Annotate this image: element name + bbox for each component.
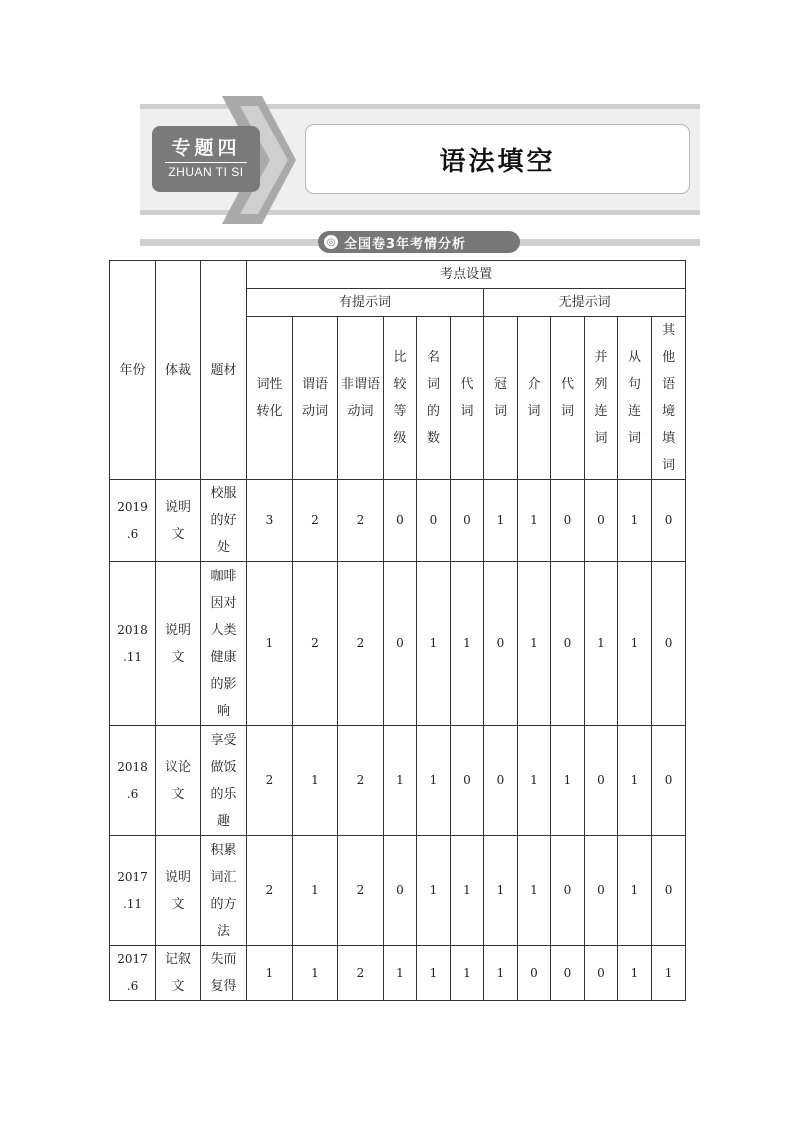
cell-topic: 享受 做饭 的乐 趣: [201, 726, 247, 836]
cell-count: 0: [384, 562, 417, 726]
cell-genre: 说明 文: [156, 480, 201, 562]
badge-divider: [165, 162, 247, 163]
cell-count: 2: [338, 480, 384, 562]
title-box: [305, 124, 690, 194]
cell-count: 1: [451, 562, 484, 726]
cell-count: 2: [247, 836, 293, 946]
table-row: [110, 836, 686, 946]
cell-count: 1: [417, 562, 451, 726]
subheader-hint-0: 词性 转化: [247, 317, 293, 480]
bulb-icon: ◎: [324, 235, 338, 249]
header-genre: 体裁: [156, 261, 201, 480]
cell-count: 0: [551, 836, 585, 946]
cell-count: 2: [338, 562, 384, 726]
cell-count: 1: [384, 726, 417, 836]
table-row: [110, 946, 686, 1001]
subheader-nohint-2: 代 词: [551, 317, 585, 480]
subheader-nohint-4: 从 句 连 词: [618, 317, 652, 480]
cell-count: 2: [247, 726, 293, 836]
cell-count: 1: [417, 726, 451, 836]
cell-year: 2019 .6: [110, 480, 156, 562]
cell-count: 1: [293, 946, 338, 1001]
cell-count: 1: [618, 836, 652, 946]
cell-count: 3: [247, 480, 293, 562]
cell-count: 0: [451, 726, 484, 836]
table-row: [110, 480, 686, 562]
subheader-hint-4: 名 词 的 数: [417, 317, 451, 480]
subheader-hint-3: 比 较 等 级: [384, 317, 417, 480]
subheader-hint-5: 代 词: [451, 317, 484, 480]
cell-count: 1: [484, 946, 518, 1001]
cell-count: 1: [518, 562, 551, 726]
subheader-nohint-3: 并 列 连 词: [585, 317, 618, 480]
table-row: [110, 562, 686, 726]
cell-count: 1: [518, 726, 551, 836]
cell-count: 0: [484, 562, 518, 726]
subheader-hint-2: 非谓语 动词: [338, 317, 384, 480]
cell-count: 0: [585, 946, 618, 1001]
cell-count: 1: [618, 946, 652, 1001]
exam-analysis-table: [109, 260, 686, 1001]
cell-count: 2: [293, 562, 338, 726]
cell-count: 2: [293, 480, 338, 562]
cell-topic: 咖啡 因对 人类 健康 的影 响: [201, 562, 247, 726]
cell-count: 0: [652, 480, 686, 562]
header-without-hint: 无提示词: [484, 289, 686, 317]
topic-pinyin: ZHUAN TI SI: [168, 165, 244, 179]
cell-count: 1: [451, 836, 484, 946]
cell-count: 0: [484, 726, 518, 836]
cell-count: 2: [338, 946, 384, 1001]
topic-label: 专题四: [171, 137, 241, 159]
cell-count: 1: [585, 562, 618, 726]
cell-count: 0: [652, 836, 686, 946]
cell-genre: 记叙 文: [156, 946, 201, 1001]
cell-count: 1: [417, 836, 451, 946]
cell-count: 1: [518, 836, 551, 946]
cell-count: 1: [551, 726, 585, 836]
cell-count: 1: [384, 946, 417, 1001]
cell-genre: 说明 文: [156, 836, 201, 946]
cell-count: 0: [652, 562, 686, 726]
cell-year: 2017 .11: [110, 836, 156, 946]
cell-count: 0: [384, 836, 417, 946]
cell-year: 2017 .6: [110, 946, 156, 1001]
cell-count: 1: [618, 726, 652, 836]
table-row: [110, 726, 686, 836]
cell-topic: 校服 的好 处: [201, 480, 247, 562]
cell-count: 2: [338, 836, 384, 946]
cell-count: 0: [518, 946, 551, 1001]
cell-count: 0: [551, 480, 585, 562]
cell-genre: 议论 文: [156, 726, 201, 836]
cell-count: 1: [618, 480, 652, 562]
cell-count: 0: [417, 480, 451, 562]
cell-topic: 失而 复得: [201, 946, 247, 1001]
cell-count: 0: [585, 836, 618, 946]
header-year: 年份: [110, 261, 156, 480]
cell-count: 1: [247, 562, 293, 726]
cell-count: 0: [551, 562, 585, 726]
cell-count: 0: [451, 480, 484, 562]
topic-badge: [152, 126, 260, 192]
analysis-label: 全国卷3年考情分析: [344, 236, 467, 252]
cell-count: 1: [652, 946, 686, 1001]
cell-count: 1: [484, 836, 518, 946]
subheader-hint-1: 谓语 动词: [293, 317, 338, 480]
cell-year: 2018 .11: [110, 562, 156, 726]
header-exam-points: 考点设置: [247, 261, 686, 289]
cell-genre: 说明 文: [156, 562, 201, 726]
cell-count: 1: [293, 726, 338, 836]
subheader-nohint-0: 冠 词: [484, 317, 518, 480]
header-with-hint: 有提示词: [247, 289, 484, 317]
cell-count: 0: [585, 726, 618, 836]
cell-count: 0: [585, 480, 618, 562]
cell-count: 1: [484, 480, 518, 562]
cell-count: 0: [652, 726, 686, 836]
page-title: 语法填空: [439, 146, 556, 177]
cell-count: 1: [417, 946, 451, 1001]
subheader-nohint-1: 介 词: [518, 317, 551, 480]
analysis-heading: [318, 231, 520, 253]
header-topic: 题材: [201, 261, 247, 480]
cell-topic: 积累 词汇 的方 法: [201, 836, 247, 946]
cell-count: 1: [451, 946, 484, 1001]
cell-count: 0: [551, 946, 585, 1001]
cell-count: 1: [247, 946, 293, 1001]
subheader-nohint-5: 其 他 语 境 填 词: [652, 317, 686, 480]
cell-count: 0: [384, 480, 417, 562]
cell-count: 1: [518, 480, 551, 562]
cell-year: 2018 .6: [110, 726, 156, 836]
cell-count: 1: [293, 836, 338, 946]
cell-count: 1: [618, 562, 652, 726]
cell-count: 2: [338, 726, 384, 836]
